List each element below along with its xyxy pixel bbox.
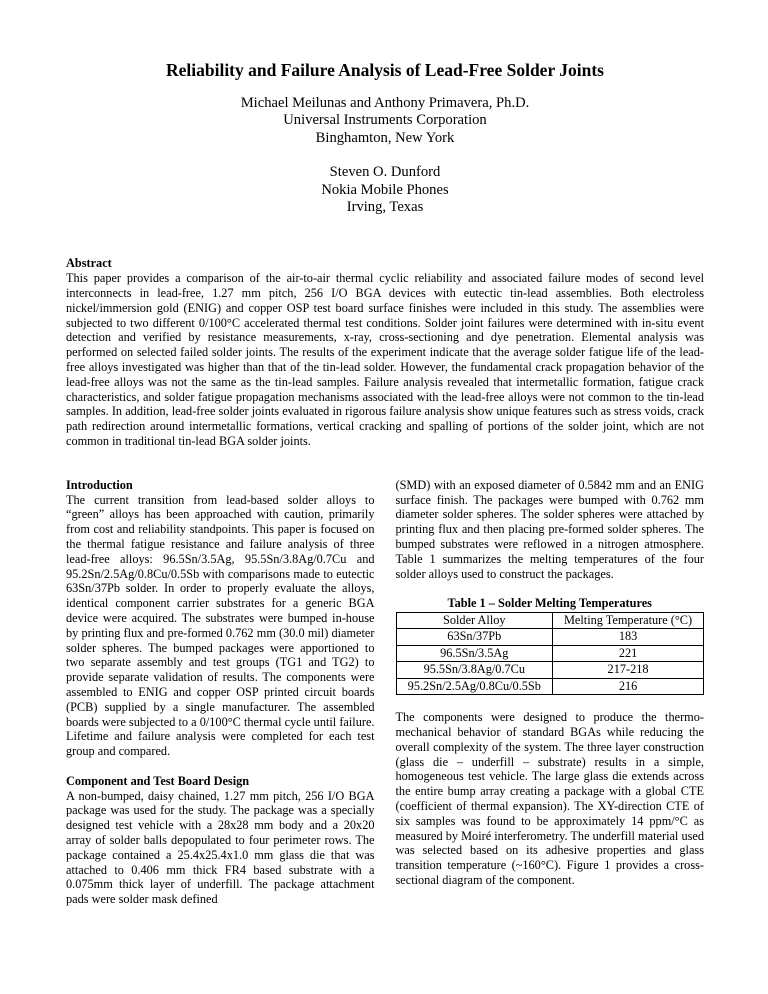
right-paragraph-2: The components were designed to produce the thermo-mechanical behavior of standard BGAs while reducing the overall complexity of the system. The three layer construction (glass die – underfill – substrate) results in a simple, homogeneous test vehicle. The large glass die extends across the entire bump array creating a package with a global CTE (coefficient of thermal expansion). The XY-direction CTE of six samples was found to be approximately 14 ppm/°C as measured by Moiré interferometry. The underfill material used was selected based on its adhesive properties and glass transition temperature (~160°C). Figure 1 provides a cross-sectional diagram of the component. <box>395 710 704 888</box>
table-cell-alloy: 95.2Sn/2.5Ag/0.8Cu/0.5Sb <box>396 678 553 695</box>
table-cell-alloy: 96.5Sn/3.5Ag <box>396 645 553 662</box>
author-location: Binghamton, New York <box>315 129 455 146</box>
abstract-heading: Abstract <box>66 256 112 271</box>
abstract-section <box>66 256 704 448</box>
table-cell-alloy: 63Sn/37Pb <box>396 629 553 646</box>
table-header-alloy: Solder Alloy <box>396 612 553 629</box>
table-cell-temp: 217-218 <box>553 662 704 679</box>
table-row <box>396 678 704 695</box>
table-row <box>396 629 704 646</box>
author-names: Michael Meilunas and Anthony Primavera, Ph.D. <box>240 95 530 111</box>
table-row <box>396 645 704 662</box>
paper-title: Reliability and Failure Analysis of Lead-Free Solder Joints <box>165 60 604 80</box>
author-block-2 <box>66 164 704 216</box>
two-column-body <box>66 478 704 907</box>
table-header-melting-temp: Melting Temperature (°C) <box>553 612 704 629</box>
author-names: Steven O. Dunford <box>329 164 441 181</box>
table-cell-temp: 216 <box>553 678 704 695</box>
table-header-row <box>396 612 704 629</box>
right-paragraph-1: (SMD) with an exposed diameter of 0.5842 mm and an ENIG surface finish. The packages were bumped with 0.762 mm diameter solder spheres. The solder spheres were attached by printing flux and then placing pre-formed solder spheres. The bumped substrates were reflowed in a nitrogen atmosphere. Table 1 summarizes the melting temperatures of the four solder alloys used to construct the packages. <box>395 477 704 581</box>
section-heading-component-design: Component and Test Board Design <box>66 773 250 788</box>
author-block-1 <box>66 95 704 147</box>
table-cell-temp: 221 <box>553 645 704 662</box>
author-location: Irving, Texas <box>346 199 424 216</box>
right-column <box>396 478 705 907</box>
table-cell-alloy: 95.5Sn/3.8Ag/0.7Cu <box>396 662 553 679</box>
left-column <box>66 478 375 907</box>
introduction-text: The current transition from lead-based solder alloys to “green” alloys has been approached with caution, primarily from cost and reliability standpoints. This paper is focused on the thermal fatigue resistance and failure analysis of three lead-free alloys: 96.5Sn/3.5Ag, 95.5Sn/3.8Ag/0.7Cu and 95.2Sn/2.5Ag/0.8Cu/0.5Sb with comparisons made to eutectic 63Sn/37Pb solder. In order to properly evaluate the alloys, identical component carrier substrates for a generic BGA device were acquired. The substrates were bumped in-house by printing flux and pre-formed 0.762 mm (30.0 mil) diameter solder spheres. The bumped packages were apportioned to two separate assembly and test groups (TG1 and TG2) to provide separate validation of results. The components were assembled to ENIG and copper OSP printed circuit boards (PCB) supplied by a single manufacturer. The assembled boards were subjected to a 0/100°C thermal cycle until failure. Lifetime and failure analysis were completed for each test group and compared. <box>66 492 375 759</box>
table-cell-temp: 183 <box>553 629 704 646</box>
component-design-text: A non-bumped, daisy chained, 1.27 mm pitch, 256 I/O BGA package was used for the study. The package was a specially designed test vehicle with a 28x28 mm body and a 20x20 array of solder balls depopulated to four perimeter rows. The package contained a 25.4x25.4x1.0 mm glass die that was attached to 0.406 mm thick FR4 based substrate with a 0.075mm thick layer of underfill. The package attachment pads were solder mask defined <box>66 788 375 907</box>
solder-melting-table <box>396 612 705 696</box>
section-heading-introduction: Introduction <box>66 477 133 492</box>
table-caption: Table 1 – Solder Melting Temperatures <box>447 596 652 611</box>
table-row <box>396 662 704 679</box>
author-affiliation: Universal Instruments Corporation <box>283 112 487 129</box>
abstract-text: This paper provides a comparison of the air-to-air thermal cyclic reliability and associated failure modes of second level interconnects in lead-free, 1.27 mm pitch, 256 I/O BGA devices with eutectic tin-lead assemblies. Both electroless nickel/immersion gold (ENIG) and copper OSP test board surface finishes were included in this study. The assemblies were subjected to two different 0/100°C accelerated thermal test conditions. Solder joint failures were determined with in-situ event detection and verified by resistance measurements, x-ray, cross-sectioning and dye penetration. Elemental analysis was performed on selected failed solder joints. The results of the experiment indicate that the average solder fatigue life of the lead-free alloys investigated was higher than that of the tin-lead solder. However, the fundamental crack propagation behavior of the lead-free alloys was not the same as the tin-lead samples. Failure analysis revealed that intermetallic formation, fatigue crack characteristics, and solder fatigue propagation mechanisms associated with the lead-free alloys were not common to the tin-lead samples. In addition, lead-free solder joints evaluated in rigorous failure analysis show unique features such as stress voids, crack path redirection around intermetallic formations, vertical cracking and spalling of portions of the solder joint, which are not common in traditional tin-lead BGA solder joints. <box>66 271 704 448</box>
author-affiliation: Nokia Mobile Phones <box>321 181 449 198</box>
